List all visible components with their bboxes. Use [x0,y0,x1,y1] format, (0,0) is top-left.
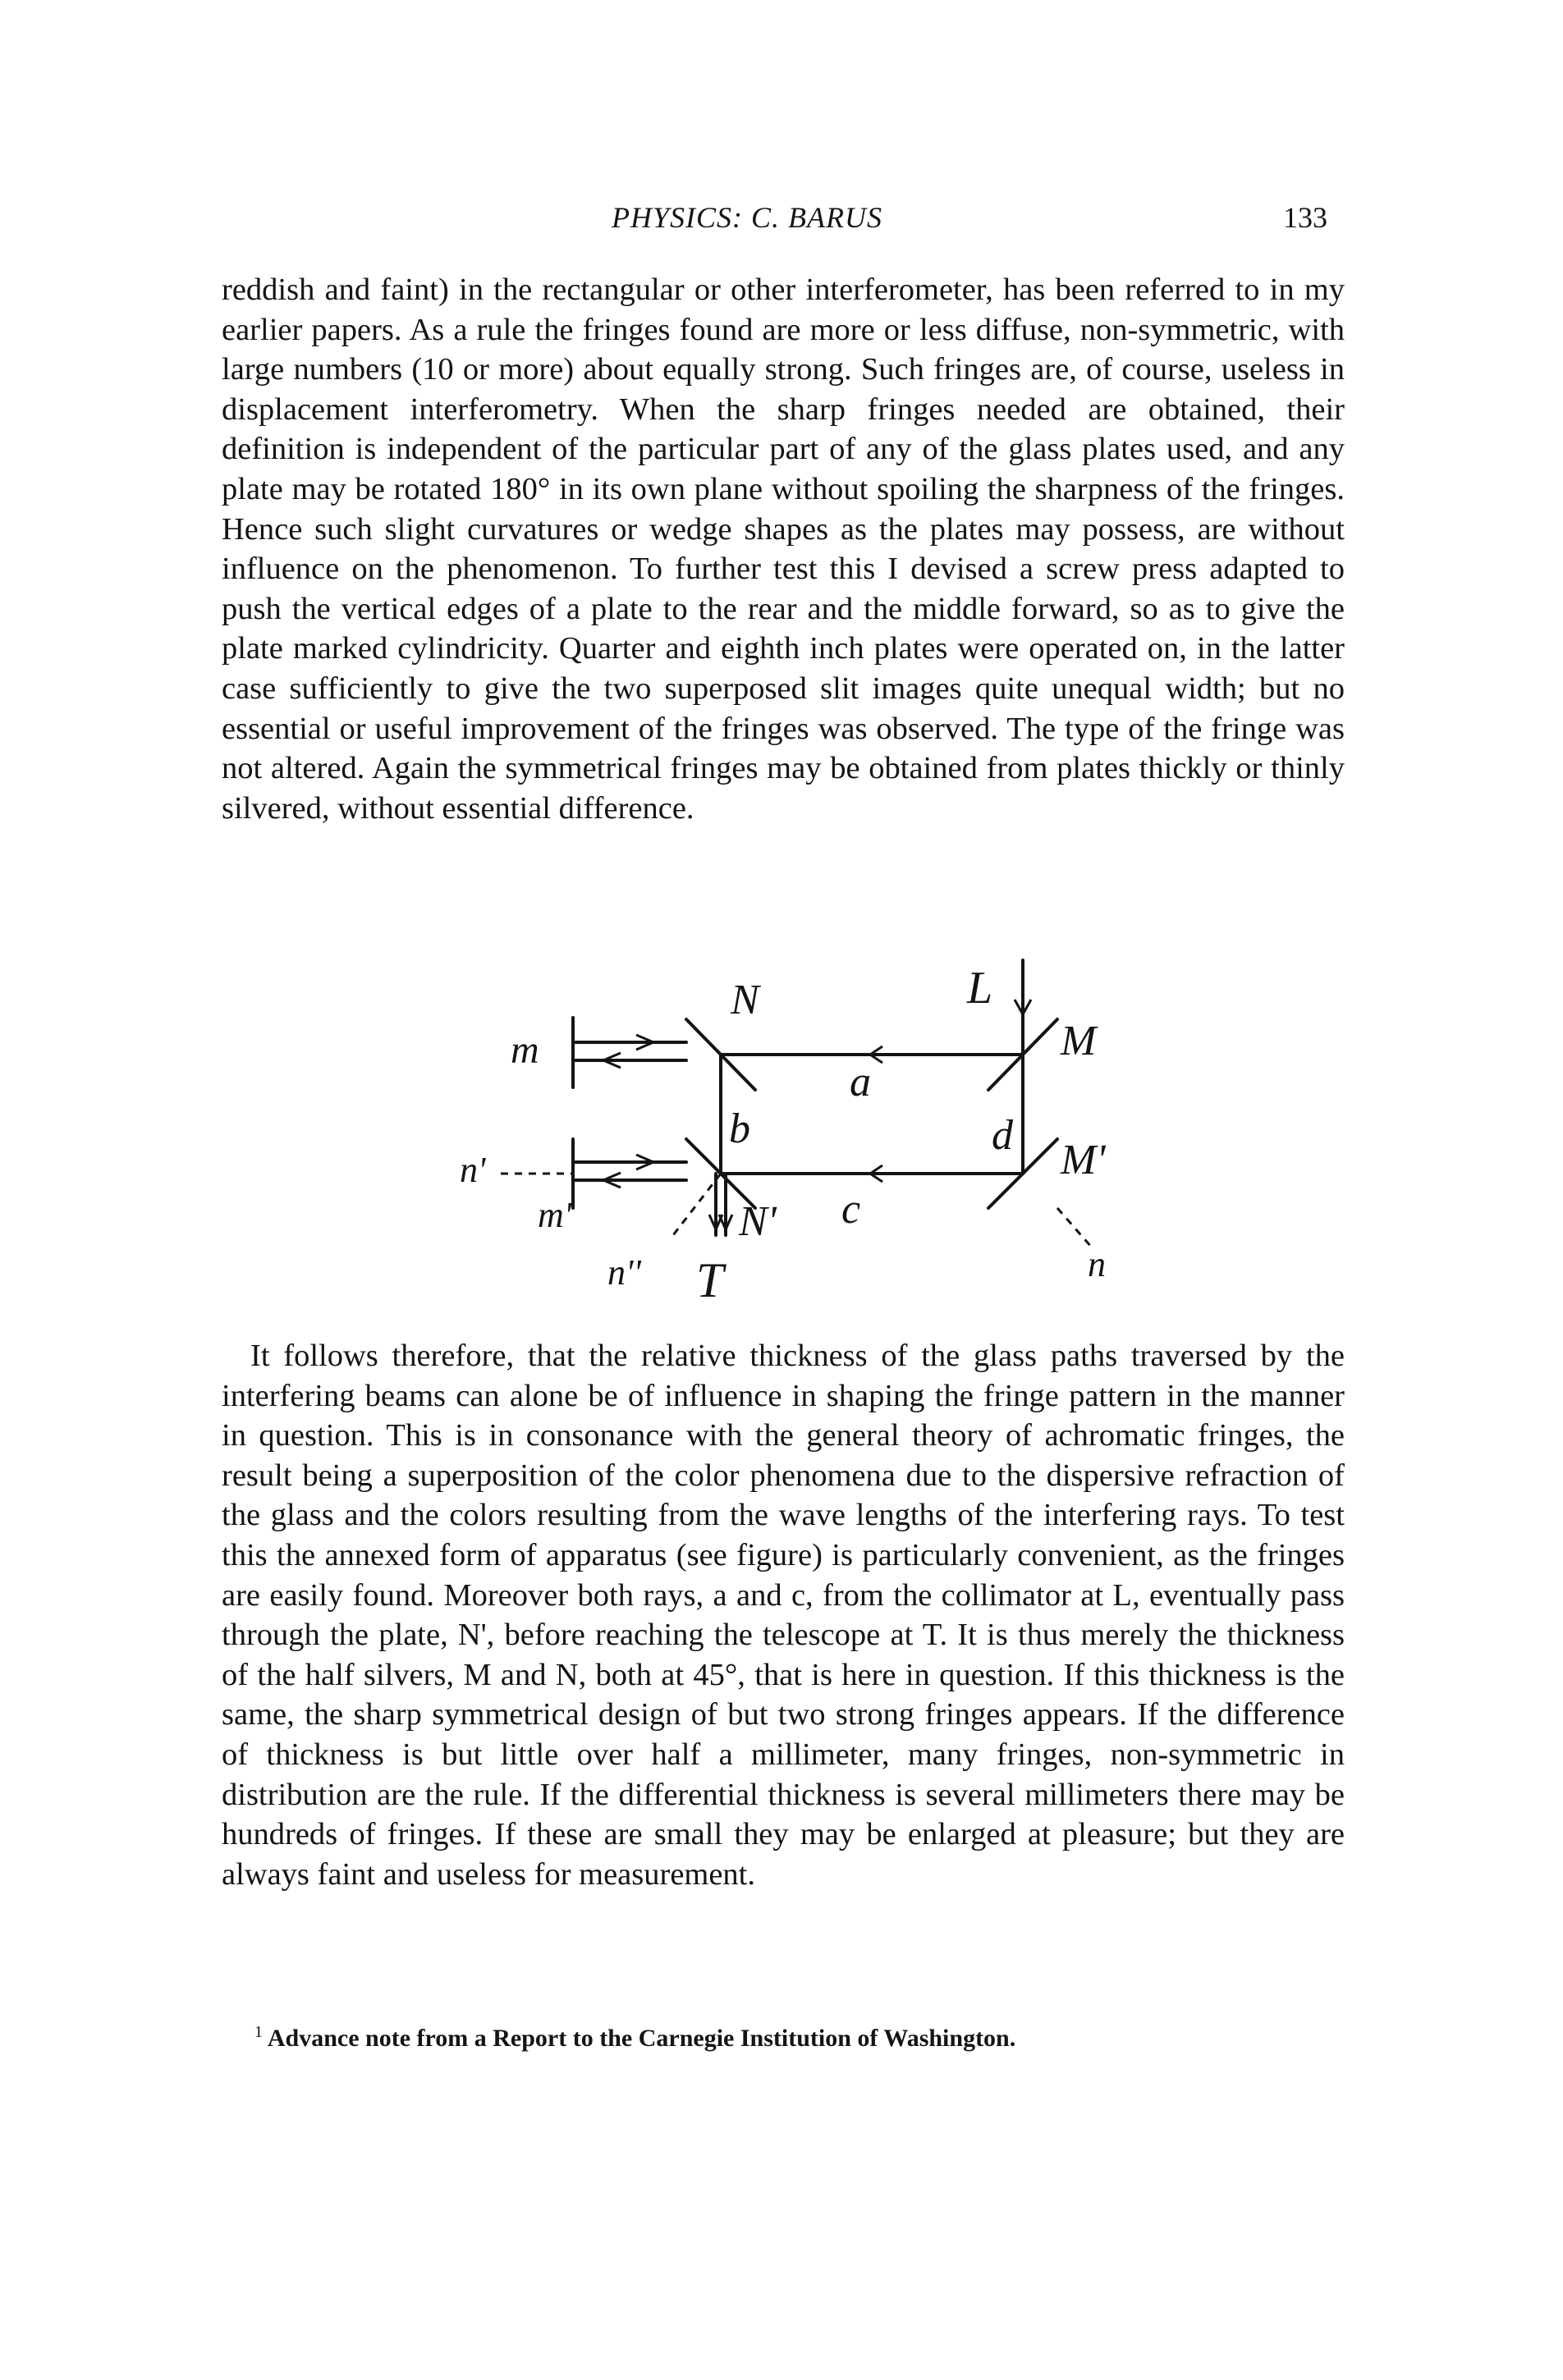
label-L: L [967,963,993,1014]
running-title: PHYSICS: C. BARUS [612,201,882,234]
dashed-ray-n [1057,1208,1092,1247]
label-m-prime: m' [538,1195,572,1235]
label-M: M [1061,1018,1097,1064]
label-T: T [696,1253,724,1307]
label-n: n [1088,1244,1106,1284]
label-n-double-prime: n'' [607,1252,641,1293]
label-N: N [731,977,759,1023]
label-c: c [841,1186,861,1233]
interferometer-diagram [460,952,1396,1321]
label-d: d [992,1112,1013,1159]
footnote [254,2023,1015,2053]
paragraph-2-text: It follows therefore, that the relative thickness of the glass paths traversed by the interfering beams can alone be of influence in shaping the fringe pattern in the manner in question. This is in consonance with the general theory of achromatic fringes, the result being a superposition of the color phenomena due to the dispersive refraction of the glass and the colors resulting from the wave lengths of the interfering rays. To test this the annexed form of apparatus (see figure) is particularly convenient, as the fringes are easily found. Moreover both rays, a and c, from the collimator at L, eventually pass through the plate, N', before reaching the telescope at T. It is thus merely the thickness of the half silvers, M and N, both at 45°, that is here in question. If this thickness is the same, the sharp symmetrical design of but two strong fringes appears. If the difference of thickness is but little over half a millimeter, many fringes, non-symmetric in distribution are the rule. If the differential thickness is several millimeters there may be hundreds of fringes. If these are small they may be enlarged at pleasure; but they are always faint and useless for measurement. [222,1339,1345,1892]
label-m: m [511,1028,539,1072]
label-N-prime: N' [739,1198,777,1245]
footnote-marker: 1 [254,2023,263,2041]
label-b: b [729,1105,750,1152]
paragraph-2 [222,1336,1345,1894]
page-number: 133 [1283,201,1327,234]
paragraph-1 [222,270,1345,828]
paragraph-1-text: reddish and faint) in the rectangular or other interferometer, has been referred to in my earlier papers. As a rule the fringes found are more or less diffuse, non-symmetric, with large numbers (10 or more) about equally strong. Such fringes are, of course, useless in displacement interferometry. When the sharp fringes needed are obtained, their definition is independent of the particular part of any of the glass plates used, and any plate may be rotated 180° in its own plane without spoiling the sharpness of the fringes. Hence such slight curvatures or wedge shapes as the plates may possess, are without influence on the phenomenon. To further test this I devised a screw press adapted to push the vertical edges of a plate to the rear and the middle forward, so as to give the plate marked cylindricity. Quarter and eighth inch plates were operated on, in the latter case sufficiently to give the two superposed slit images quite unequal width; but no essential or useful improvement of the fringes was observed. The type of the fringe was not altered. Again the symmetrical fringes may be obtained from plates thickly or thinly silvered, without essential difference. [222,272,1345,826]
footnote-text: Advance note from a Report to the Carnegie Institution of Washington. [267,2025,1016,2052]
interferometer-figure [460,952,1396,1321]
label-M-prime: M' [1061,1137,1106,1183]
page-header [0,200,1563,249]
label-a: a [850,1059,871,1105]
label-n-prime: n' [460,1150,486,1190]
